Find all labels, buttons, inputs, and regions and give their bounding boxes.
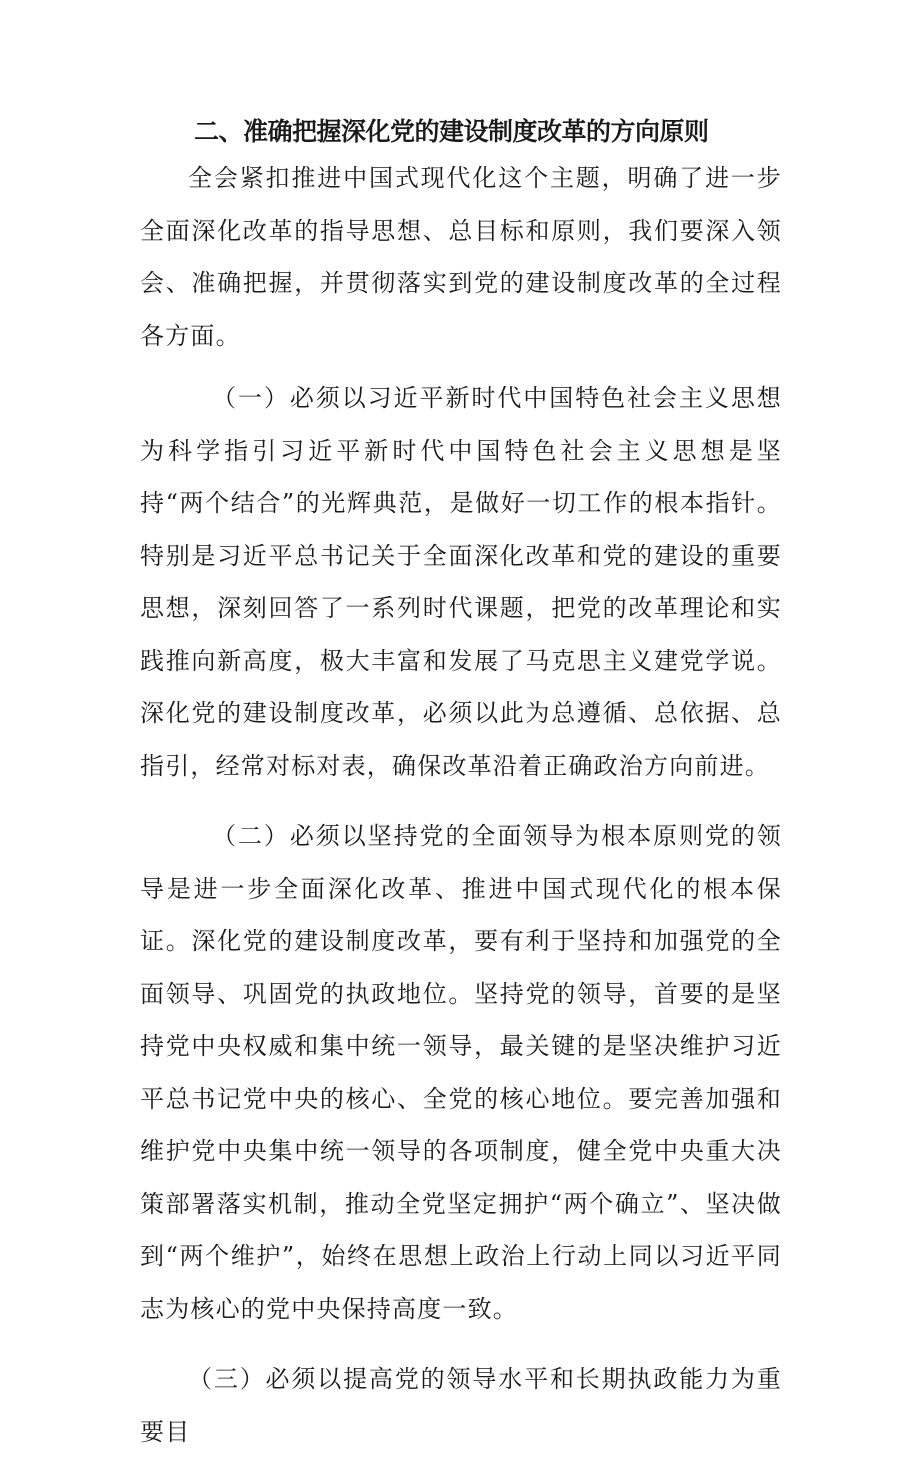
intro-paragraph: 全会紧扣推进中国式现代化这个主题，明确了进一步全面深化改革的指导思想、总目标和原则，我们要深入领会、准确把握，并贯彻落实到党的建设制度改革的全过程各方面。 (140, 164, 782, 350)
paragraph-principle-2: （二）必须以坚持党的全面领导为根本原则党的领导是进一步全面深化改革、推进中国式现代化的根本保证。深化党的建设制度改革，要有利于坚持和加强党的全面领导、巩固党的执政地位。坚持党的领导，首要的是坚持党中央权威和集中统一领导，最关键的是坚决维护习近平总书记党中央的核心、全党的核心地位。要完善加强和维护党中央集中统一领导的各项制度，健全党中央重大决策部署落实机制，推动全党坚定拥护“两个确立”、坚决做到“两个维护”，始终在思想上政治上行动上同以习近平同志为核心的党中央保持高度一致。 (140, 822, 782, 1323)
paragraph-principle-1: （一）必须以习近平新时代中国特色社会主义思想为科学指引习近平新时代中国特色社会主义思想是坚持“两个结合”的光辉典范，是做好一切工作的根本指针。特别是习近平总书记关于全面深化改革和党的建设的重要思想，深刻回答了一系列时代课题，把党的改革理论和实践推向新高度，极大丰富和发展了马克思主义建党学说。深化党的建设制度改革，必须以此为总遵循、总依据、总指引，经常对标对表，确保改革沿着正确政治方向前进。 (140, 384, 782, 780)
paragraph-gap (140, 792, 782, 810)
paragraph-gap (140, 1335, 782, 1353)
document-body (140, 112, 782, 1458)
section-heading: 二、准确把握深化党的建设制度改革的方向原则 (194, 117, 709, 146)
paragraph-principle-3: （三）必须以提高党的领导水平和长期执政能力为重要目 (140, 1365, 782, 1446)
paragraph-gap (140, 362, 782, 372)
